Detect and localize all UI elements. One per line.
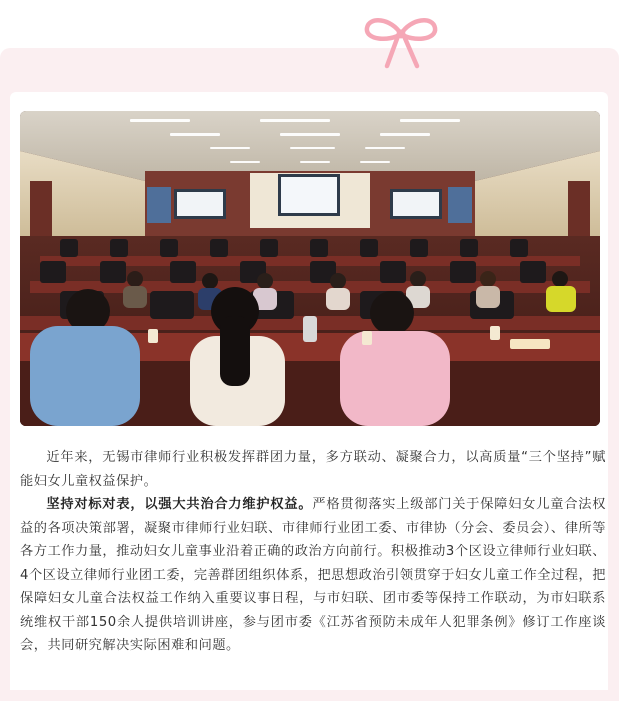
article-paragraph-1: 近年来，无锡市律师行业积极发挥群团力量，多方联动、凝聚合力，以高质量“三个坚持”赋能妇女儿童权益保护。 (20, 450, 606, 489)
article-paragraph-2 (20, 493, 606, 658)
paragraph-2-body: 严格贯彻落实上级部门关于保障妇女儿童合法权益的各项决策部署，凝聚市律师行业妇联、市律师行业团工委、市律协（分会、委员会）、律所等各方工作力量，推动妇女儿童事业沿着正确的政治方向前行。积极推动3个区设立律师行业妇联、4个区设立律师行业团工委，完善群团组织体系，把思想政治引领贯穿于妇女儿童工作全过程，把保障妇女儿童合法权益工作纳入重要议事日程，与市妇联、团市委等保持工作联动，为市妇联系统维权干部150余人提供培训讲座，参与团市委《江苏省预防未成年人犯罪条例》修订工作座谈会，共同研究解决实际困难和问题。 (20, 497, 606, 653)
paragraph-2-lead: 坚持对标对表，以强大共治合力维护权益。 (46, 497, 313, 512)
article-body (20, 446, 606, 658)
pink-bow-icon (363, 14, 439, 70)
meeting-room-photo (20, 111, 600, 426)
card-wave-edge (0, 48, 619, 88)
bottom-band (0, 690, 619, 701)
